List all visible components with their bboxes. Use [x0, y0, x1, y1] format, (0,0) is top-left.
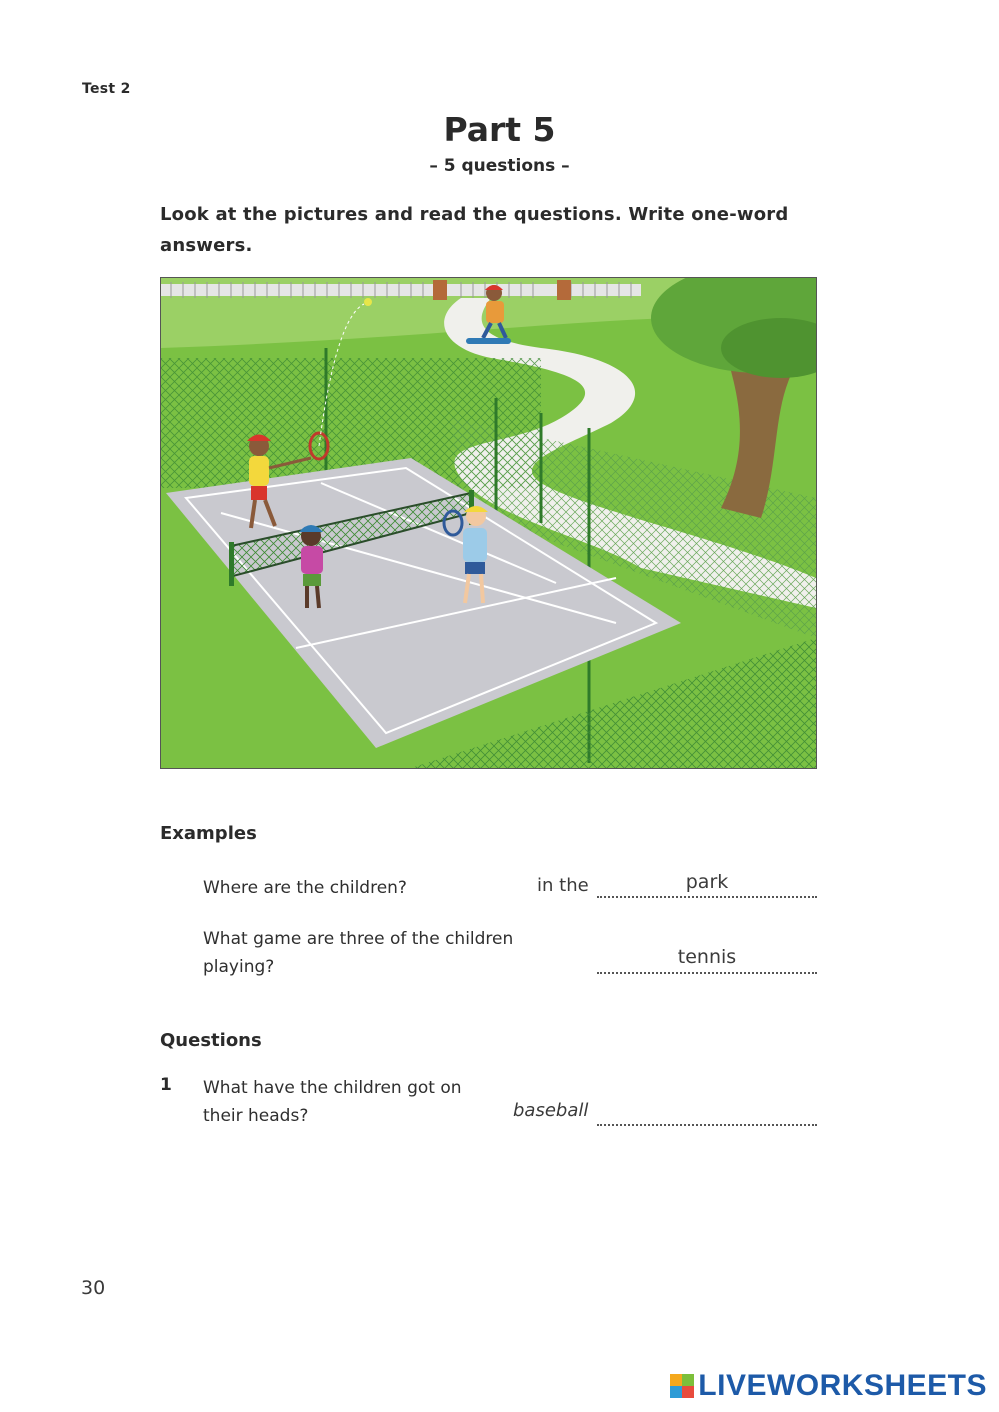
instructions: Look at the pictures and read the questions. Write one-word answers. — [160, 204, 789, 256]
page-number: 30 — [81, 1277, 106, 1299]
question-1-number: 1 — [160, 1075, 172, 1095]
liveworksheets-logo-icon — [670, 1374, 694, 1398]
example-1-answer-line — [597, 896, 817, 898]
test-label: Test 2 — [82, 81, 131, 97]
example-2-answer-line — [597, 972, 817, 974]
example-1-prefix: in the — [537, 875, 589, 896]
part-title: Part 5 — [443, 110, 556, 149]
example-2-question: What game are three of the children playing? — [203, 929, 514, 977]
tennis-court-illustration — [160, 277, 817, 769]
question-1-text: What have the children got on their heads? — [203, 1078, 462, 1126]
illustration-svg — [161, 278, 816, 768]
examples-heading: Examples — [160, 823, 257, 844]
brand-text: LIVEWORKSHEETS — [698, 1369, 987, 1402]
liveworksheets-brand — [670, 1370, 987, 1402]
questions-heading: Questions — [160, 1030, 262, 1051]
part-subtitle: – 5 questions – — [429, 156, 570, 176]
example-1-answer: park — [685, 871, 729, 893]
question-1-prefix: baseball — [513, 1100, 589, 1121]
question-1-answer-line[interactable] — [597, 1124, 817, 1126]
example-2-answer: tennis — [677, 946, 737, 968]
tennis-ball — [364, 298, 372, 306]
example-1-question: Where are the children? — [203, 878, 407, 898]
